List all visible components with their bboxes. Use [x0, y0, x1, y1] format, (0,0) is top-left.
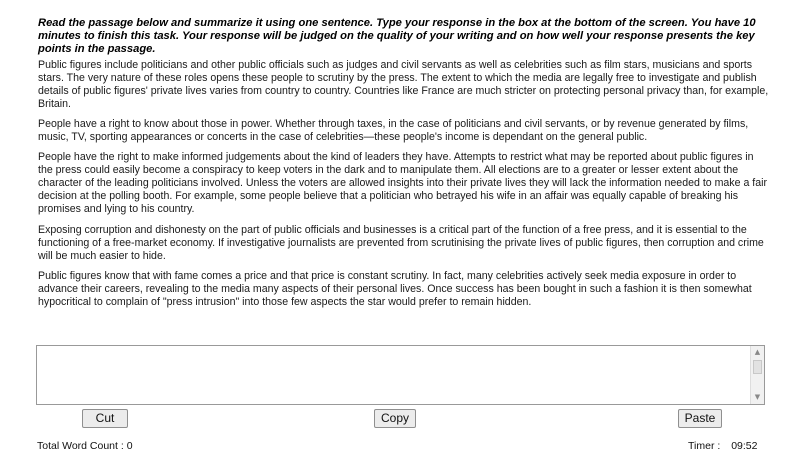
- timer-value: 09:52: [731, 440, 758, 452]
- scroll-up-arrow-icon[interactable]: ▲: [754, 348, 761, 356]
- passage-paragraph-2: People have a right to know about those in power. Whether through taxes, in the case of politicians and civil servants, or by revenue generated by films, music, TV, sporting appearances or concerts in the case of celebrities—these people's income is dependant on the general public.: [38, 118, 749, 144]
- cut-button[interactable]: Cut: [82, 409, 128, 428]
- scroll-down-arrow-icon[interactable]: ▼: [754, 393, 761, 401]
- response-textarea[interactable]: [37, 346, 749, 404]
- passage-paragraph-5: Public figures know that with fame comes a price and that price is constant scrutiny. In fact, many celebrities actively seek media exposure in order to advance their careers, revealing to the media many aspects of their personal lives. Once success has been bought in such a fashion it is then somewhat hypocritical to complain of "press intrusion" into those few aspects the star would prefer to remain hidden.: [38, 269, 752, 308]
- timer-label: Timer :: [688, 440, 721, 452]
- word-count: [37, 440, 133, 453]
- task-instructions: Read the passage below and summarize it using one sentence. Type your response in the box at the bottom of the screen. You have 10 minutes to finish this task. Your response will be judged on the quality of your writing and on how well your response presents the key points in the passage.: [38, 17, 756, 55]
- response-box: [36, 345, 765, 405]
- word-count-value: 0: [126, 440, 133, 452]
- response-scrollbar[interactable]: [750, 346, 764, 404]
- passage-paragraph-3: People have the right to make informed judgements about the kind of leaders they have. Attempts to restrict what may be reported about public figures in the press could easily become a conspiracy to keep voters in the dark and to manipulate them. All elections are to a greater or lesser extent about the character of the leading politicians involved. Unless the voters are allowed insights into their private lives they will lack the information needed to make a fair decision at the polling booth. For example, some people believe that a politician who betrayed his wife in an affair was equally capable of breaking his promises and lying to his country.: [38, 151, 767, 216]
- timer: [688, 440, 757, 453]
- reading-passage: [38, 59, 770, 316]
- word-count-label: Total Word Count :: [37, 440, 124, 452]
- scroll-thumb[interactable]: [753, 360, 762, 374]
- paste-button[interactable]: Paste: [678, 409, 722, 428]
- passage-paragraph-1: Public figures include politicians and other public officials such as judges and civil servants as well as celebrities such as film stars, musicians and sports stars. The very nature of these roles opens these people to scrutiny by the press. The extent to which the media are legally free to investigate and publish details of public figures' private lives varies from country to country. Countries like France are much stricter on protecting personal privacy than, for example, Britain.: [38, 59, 769, 111]
- copy-button[interactable]: Copy: [374, 409, 416, 428]
- passage-paragraph-4: Exposing corruption and dishonesty on the part of public officials and businesses is a critical part of the function of a free press, and it is essential to the functioning of a free-market economy. If investigative journalists are prevented from scrutinising the private lives of public figures, then corruption and crime will be much easier to hide.: [38, 223, 764, 262]
